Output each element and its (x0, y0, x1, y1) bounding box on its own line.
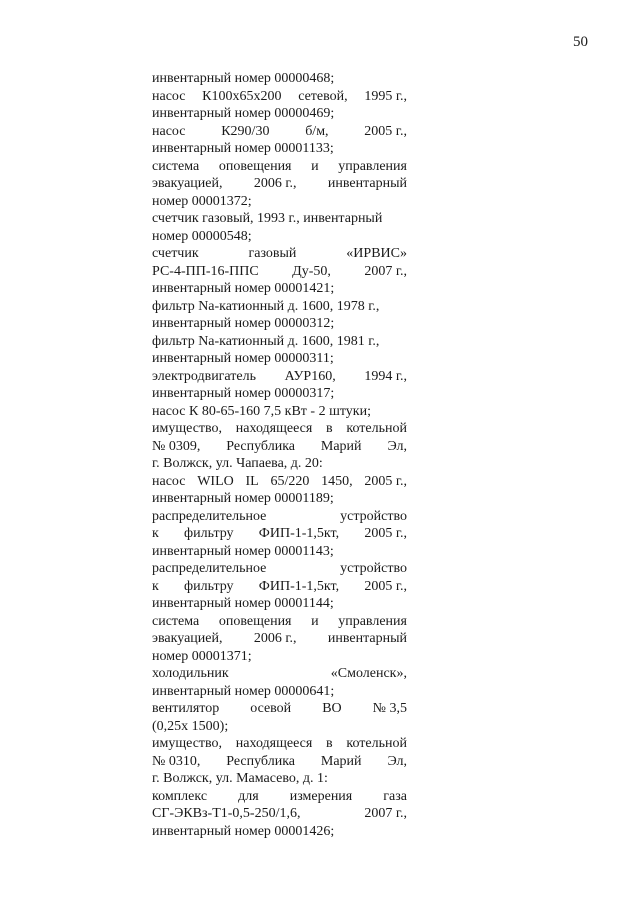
text-line (152, 665, 407, 683)
line-segment: фильтр Na-катионный д. 1600, 1981 г., (152, 333, 380, 349)
line-segment: находящееся (235, 421, 313, 436)
text-line (152, 595, 407, 613)
page-number: 50 (573, 34, 588, 50)
line-segment: АУР160, (284, 368, 336, 384)
line-segment: для (238, 788, 259, 804)
line-segment: оповещения (218, 613, 292, 629)
line-segment: инвентарный номер 00001144; (152, 596, 334, 611)
text-line (152, 105, 407, 123)
text-line (152, 613, 407, 631)
line-segment: котельной (346, 421, 407, 436)
text-line (152, 648, 407, 666)
line-segment: WILO (197, 473, 234, 489)
text-line (152, 280, 407, 298)
line-segment: инвентарный номер 00000469; (152, 106, 335, 121)
line-segment: 2005 г., (364, 123, 407, 139)
line-segment: счетчик (152, 246, 199, 261)
line-segment: «ИРВИС» (346, 246, 407, 261)
line-segment: в (326, 736, 333, 751)
line-segment: СГ-ЭКВз-Т1-0,5-250/1,6, (152, 806, 301, 821)
line-segment: комплекс (152, 788, 208, 804)
line-segment: холодильник (152, 666, 229, 681)
line-segment: 2007 г., (364, 263, 407, 279)
text-line (152, 123, 407, 141)
text-line (152, 245, 407, 263)
line-segment: (0,25х 1500); (152, 718, 229, 734)
text-line (152, 455, 407, 473)
line-segment: насос (152, 88, 186, 104)
text-line (152, 158, 407, 176)
line-segment: в (326, 421, 333, 436)
line-segment: 2006 г., (253, 631, 297, 646)
line-segment: управления (338, 158, 407, 174)
line-segment: инвентарный (327, 631, 407, 646)
line-segment: электродвигатель (152, 368, 256, 384)
text-line (152, 350, 407, 368)
text-line (152, 210, 407, 228)
line-segment: ВО (322, 701, 342, 716)
line-segment: эвакуацией, (152, 631, 223, 646)
text-line (152, 333, 407, 351)
text-line (152, 368, 407, 386)
line-segment: К290/30 (221, 123, 270, 139)
line-segment: г. Волжск, ул. Мамасево, д. 1: (152, 771, 328, 786)
text-line (152, 718, 407, 736)
text-line (152, 788, 407, 806)
text-line (152, 175, 407, 193)
line-segment: имущество, (152, 736, 223, 751)
line-segment: Эл, (387, 753, 407, 769)
line-segment: номер 00001371; (152, 648, 252, 664)
line-segment: г. Волжск, ул. Чапаева, д. 20: (152, 456, 323, 471)
line-segment: 2005 г., (364, 473, 407, 489)
text-line (152, 578, 407, 596)
line-segment: номер 00000548; (152, 228, 252, 244)
line-segment: Марий (320, 438, 362, 454)
line-segment: инвентарный номер 00000312; (152, 316, 335, 331)
line-segment: инвентарный номер 00001133; (152, 141, 334, 156)
line-segment: инвентарный номер 00000641; (152, 683, 335, 699)
line-segment: газа (383, 788, 407, 804)
line-segment: устройство (340, 561, 407, 576)
line-segment: номер 00001372; (152, 193, 252, 209)
line-segment: 2006 г., (253, 176, 297, 191)
line-segment: б/м, (305, 123, 329, 139)
line-segment: инвентарный номер 00000468; (152, 71, 335, 86)
line-segment: фильтр Na-катионный д. 1600, 1978 г., (152, 298, 380, 314)
line-segment: управления (338, 613, 407, 629)
line-segment: и (311, 158, 319, 174)
text-line (152, 263, 407, 281)
text-line (152, 770, 407, 788)
line-segment: 65/220 (270, 473, 310, 489)
text-line (152, 385, 407, 403)
line-segment: оповещения (218, 158, 292, 174)
text-line (152, 805, 407, 823)
text-line (152, 403, 407, 421)
text-line (152, 70, 407, 88)
line-segment: насос (152, 473, 186, 489)
line-segment: 1450, (321, 473, 353, 489)
line-segment: Республика (226, 753, 295, 769)
line-segment: ФИП-1-1,5кт, (258, 578, 340, 594)
text-line (152, 753, 407, 771)
line-segment: распределительное (152, 508, 267, 524)
line-segment: инвентарный номер 00001426; (152, 823, 335, 839)
line-segment: 1994 г., (364, 368, 407, 384)
text-line (152, 543, 407, 561)
text-line (152, 735, 407, 753)
text-line (152, 490, 407, 508)
text-line (152, 683, 407, 701)
document-body (152, 70, 407, 840)
line-segment: фильтру (184, 578, 234, 594)
line-segment: К100х65х200 (202, 88, 282, 104)
line-segment: фильтру (184, 526, 234, 541)
line-segment: РС-4-ПП-16-ППС (152, 263, 259, 279)
text-line (152, 193, 407, 211)
line-segment: инвентарный номер 00001143; (152, 543, 334, 559)
line-segment: система (152, 158, 200, 174)
line-segment: находящееся (235, 736, 313, 751)
line-segment: инвентарный номер 00001421; (152, 281, 335, 296)
line-segment: эвакуацией, (152, 176, 223, 191)
line-segment: «Смоленск», (330, 666, 407, 681)
line-segment: к (152, 526, 159, 541)
line-segment: счетчик газовый, 1993 г., инвентарный (152, 211, 383, 226)
line-segment: измерения (289, 788, 353, 804)
text-line (152, 508, 407, 526)
line-segment: насос К 80-65-160 7,5 кВт - 2 штуки; (152, 403, 371, 419)
line-segment: 2005 г., (364, 578, 407, 594)
line-segment: осевой (250, 701, 292, 716)
text-line (152, 140, 407, 158)
line-segment: Республика (226, 438, 295, 454)
line-segment: газовый (248, 246, 297, 261)
line-segment: 1995 г., (364, 88, 407, 104)
text-line (152, 88, 407, 106)
line-segment: котельной (346, 736, 407, 751)
line-segment: и (311, 613, 319, 629)
line-segment: № 3,5 (372, 701, 407, 716)
line-segment: Эл, (387, 438, 407, 454)
line-segment: система (152, 613, 200, 629)
line-segment: 2005 г., (364, 526, 407, 541)
line-segment: вентилятор (152, 701, 220, 716)
text-line (152, 700, 407, 718)
line-segment: № 0310, (152, 753, 201, 769)
line-segment: 2007 г., (364, 806, 407, 821)
line-segment: распределительное (152, 561, 267, 576)
text-line (152, 438, 407, 456)
line-segment: инвентарный (327, 176, 407, 191)
line-segment: к (152, 578, 159, 594)
text-line (152, 560, 407, 578)
line-segment: IL (245, 473, 259, 489)
text-line (152, 298, 407, 316)
text-line (152, 473, 407, 491)
text-line (152, 315, 407, 333)
line-segment: ФИП-1-1,5кт, (258, 526, 340, 541)
line-segment: сетевой, (298, 88, 348, 104)
line-segment: инвентарный номер 00001189; (152, 491, 334, 506)
text-line (152, 630, 407, 648)
text-line (152, 420, 407, 438)
line-segment: насос (152, 123, 186, 139)
line-segment: устройство (340, 508, 407, 524)
line-segment: № 0309, (152, 438, 201, 454)
text-line (152, 228, 407, 246)
line-segment: инвентарный номер 00000311; (152, 351, 334, 366)
line-segment: Марий (320, 753, 362, 769)
line-segment: Ду-50, (292, 263, 331, 279)
line-segment: имущество, (152, 421, 223, 436)
text-line (152, 525, 407, 543)
text-line (152, 823, 407, 841)
line-segment: инвентарный номер 00000317; (152, 386, 335, 401)
